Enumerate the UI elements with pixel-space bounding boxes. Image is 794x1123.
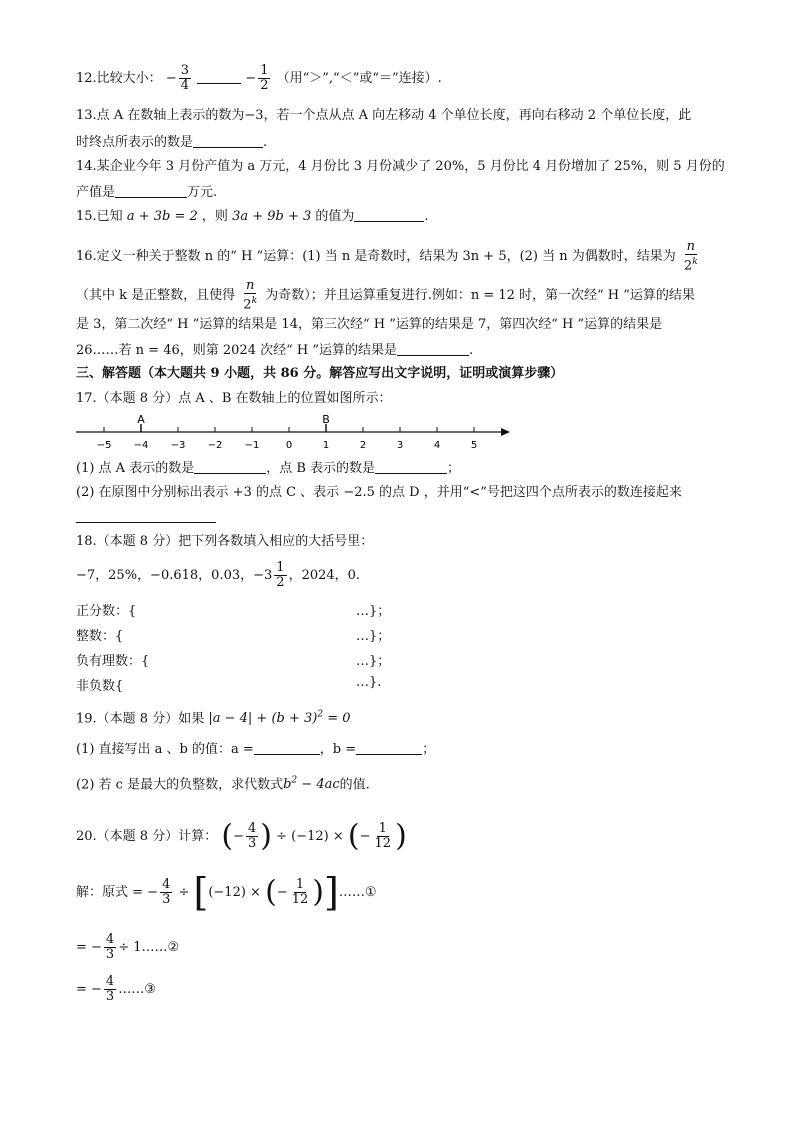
q12-paren: （用“＞”,“＜”或“＝”连接）.: [276, 71, 442, 86]
q17-blank-b[interactable]: [375, 459, 447, 474]
q18-title: 18.（本题 8 分）把下列各数填入相应的大括号里：: [76, 534, 374, 549]
q17-title: 17.（本题 8 分）点 A 、B 在数轴上的位置如图所示：: [76, 391, 392, 406]
q14-line2: 产值是 万元.: [76, 185, 218, 200]
section3-heading: 三、解答题（本大题共 9 小题，共 86 分。解答应写出文字说明，证明或演算步骤）: [76, 366, 564, 381]
q13-line2: 时终点所表示的数是 .: [76, 135, 268, 150]
tick-label: −2: [207, 440, 223, 451]
q19-blank-a[interactable]: [254, 740, 320, 755]
tick-label: −1: [244, 440, 260, 451]
tick-label: 4: [433, 440, 441, 451]
q14-line1: 14.某企业今年 3 月份产值为 a 万元，4 月份比 3 月份减少了 20%，5 月份比 4 月份增加了 25%，则 5 月份的: [76, 159, 725, 174]
q16-blank[interactable]: [397, 341, 469, 356]
tick-label: 1: [322, 440, 330, 451]
q18-numbers: −7，25%，−0.618，0.03，−3 $\frac{1}{2}$ ，2024，0.: [76, 560, 361, 590]
q19-p1: (1) 直接写出 a 、b 的值：a = ，b = ；: [76, 742, 436, 757]
frac-n-2k: $\frac{n}{2^k}$: [683, 239, 698, 274]
q13-line1: 13.点 A 在数轴上表示的数为−3，若一个点从点 A 向左移动 4 个单位长度，再向右移动 2 个单位长度，此: [76, 108, 692, 123]
frac-1-2: $\frac{1}{2}$: [260, 63, 269, 93]
point-a-label: A: [137, 413, 145, 426]
frac-1-2-b: $\frac{1}{2}$: [276, 560, 285, 590]
tick-label: −3: [170, 440, 186, 451]
q20-title: 20.（本题 8 分）计算： (− $\frac{4}{3}$ ) ÷ (−12) × (− $\frac{1}{12}$ ): [76, 818, 407, 854]
q18-row-positive-fractions[interactable]: 正分数：{ …}；: [76, 604, 391, 619]
q19-blank-b[interactable]: [356, 740, 422, 755]
q16-line4: 26……若 n = 46，则第 2024 次经“ H ”运算的结果是 .: [76, 343, 474, 358]
q12-line: 12.比较大小： − $\frac{3}{4}$ − $\frac{1}{2}$ （用“＞”,“＜”或“＝”连接）.: [76, 63, 442, 93]
tick-label: −4: [133, 440, 149, 451]
q13-blank[interactable]: [193, 133, 263, 148]
q16-line1: 16.定义一种关于整数 n 的“ H ”运算：(1) 当 n 是奇数时，结果为 3n + 5，(2) 当 n 为偶数时，结果为 $\frac{n}{2^k}$: [76, 239, 698, 274]
q15-line: 15.已知 a + 3b = 2 ，则 3a + 9b + 3 的值为 .: [76, 209, 429, 224]
point-b-label: B: [322, 413, 330, 426]
q17-p1: (1) 点 A 表示的数是 ，点 B 表示的数是 ；: [76, 461, 461, 476]
tick-label: 3: [396, 440, 404, 451]
q19-title: 19.（本题 8 分）如果 $|a - 4| + (b + 3)^2 = 0$: [76, 710, 351, 727]
q17-p2: (2) 在原图中分别标出表示 +3 的点 C 、表示 −2.5 的点 D ，并用“<”号把这四个点所表示的数连接起来: [76, 485, 682, 500]
q20-step2: = − $\frac{4}{3}$ ÷ 1……②: [76, 932, 180, 962]
q18-row-integers[interactable]: 整数：{ …}；: [76, 629, 391, 644]
q15-blank[interactable]: [354, 207, 424, 222]
tick-label: 2: [359, 440, 367, 451]
frac-3-4: $\frac{3}{4}$: [180, 63, 190, 93]
q14-blank[interactable]: [115, 183, 187, 198]
q16-line2: （其中 k 是正整数，且使得 $\frac{n}{2^k}$ 为奇数）；并且运算重复进行.例如：n = 12 时，第一次经“ H ”运算的结果: [76, 278, 695, 313]
number-line: [76, 410, 516, 454]
q19-p2: (2) 若 c 是最大的负整数，求代数式$b^2 - 4ac$的值.: [76, 776, 370, 793]
q17-blank-c[interactable]: [76, 508, 216, 523]
q17-blank-a[interactable]: [194, 459, 266, 474]
tick-label: −5: [96, 440, 112, 451]
q20-step3: = − $\frac{4}{3}$ ……③: [76, 974, 156, 1004]
q17-p2-answer: [76, 508, 216, 527]
q20-step1: 解：原式 = − $\frac{4}{3}$ ÷ [(−12) × (− $\frac{1}{12}$ )]……①: [76, 870, 377, 915]
q12-prefix: 12.比较大小：: [76, 71, 162, 86]
q18-row-non-negatives[interactable]: 非负数{ …}.: [76, 675, 382, 694]
tick-label: 0: [285, 440, 293, 451]
frac-n-2k-b: $\frac{n}{2^k}$: [243, 278, 258, 313]
tick-label: 5: [470, 440, 478, 451]
q18-row-negative-rationals[interactable]: 负有理数：{ …}；: [76, 654, 391, 669]
q16-line3: 是 3，第二次经“ H ”运算的结果是 14，第三次经“ H ”运算的结果是 7，第四次经“ H ”运算的结果是: [76, 317, 663, 332]
q12-blank[interactable]: [197, 69, 241, 84]
